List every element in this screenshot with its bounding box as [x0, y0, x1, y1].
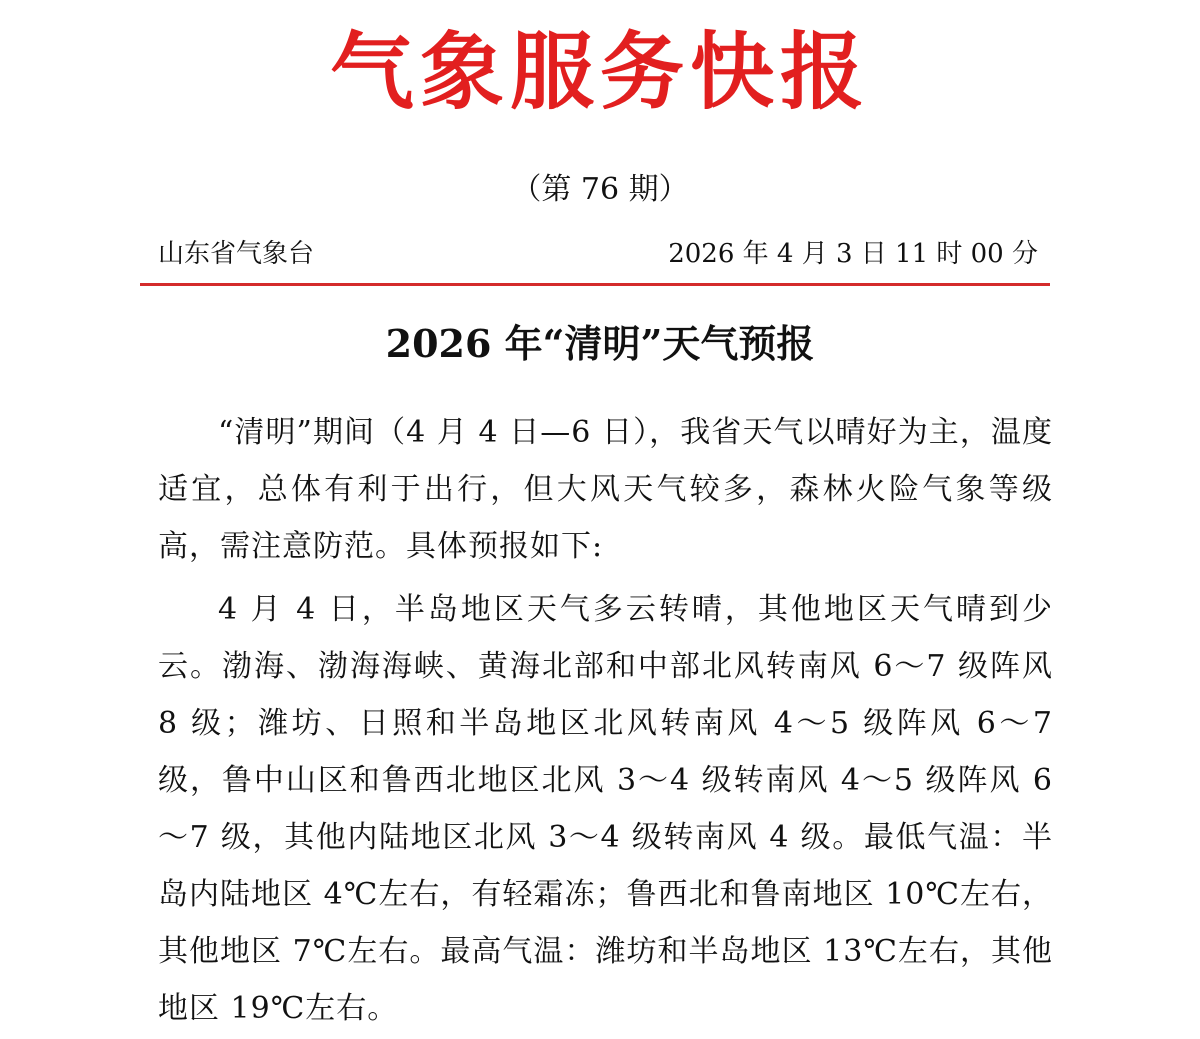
- paragraph-forecast-april-4: 4 月 4 日，半岛地区天气多云转晴，其他地区天气晴到少云。渤海、渤海海峡、黄海北部和中部北风转南风 6～7 级阵风 8 级；潍坊、日照和半岛地区北风转南风 4～5 级阵风 6～7 级，鲁中山区和鲁西北地区北风 3～4 级转南风 4～5 级阵风 6～7 级，其他内陆地区北风 3～4 级转南风 4 级。最低气温：半岛内陆地区 4℃左右，有轻霜冻；鲁西北和鲁南地区 10℃左右，其他地区 7℃左右。最高气温：潍坊和半岛地区 13℃左右，其他地区 19℃左右。: [158, 592, 1053, 1026]
- document-body: [158, 404, 1053, 1037]
- document-title: 2026 年“清明”天气预报: [385, 321, 815, 366]
- issuer-row: [158, 234, 1038, 274]
- watermark-overlay: [968, 978, 1052, 1012]
- issue-datetime: 2026 年 4 月 3 日 11 时 00 分: [668, 239, 1038, 269]
- masthead-title: 气象服务快报: [329, 22, 870, 121]
- paragraph-intro: “清明”期间（4 月 4 日—6 日），我省天气以晴好为主，温度适宜，总体有利于出行，但大风天气较多，森林火险气象等级高，需注意防范。具体预报如下:: [158, 415, 1053, 564]
- issuer-name: 山东省气象台: [158, 239, 315, 269]
- red-divider: [140, 283, 1050, 286]
- issue-number: （第 76 期）: [511, 172, 689, 207]
